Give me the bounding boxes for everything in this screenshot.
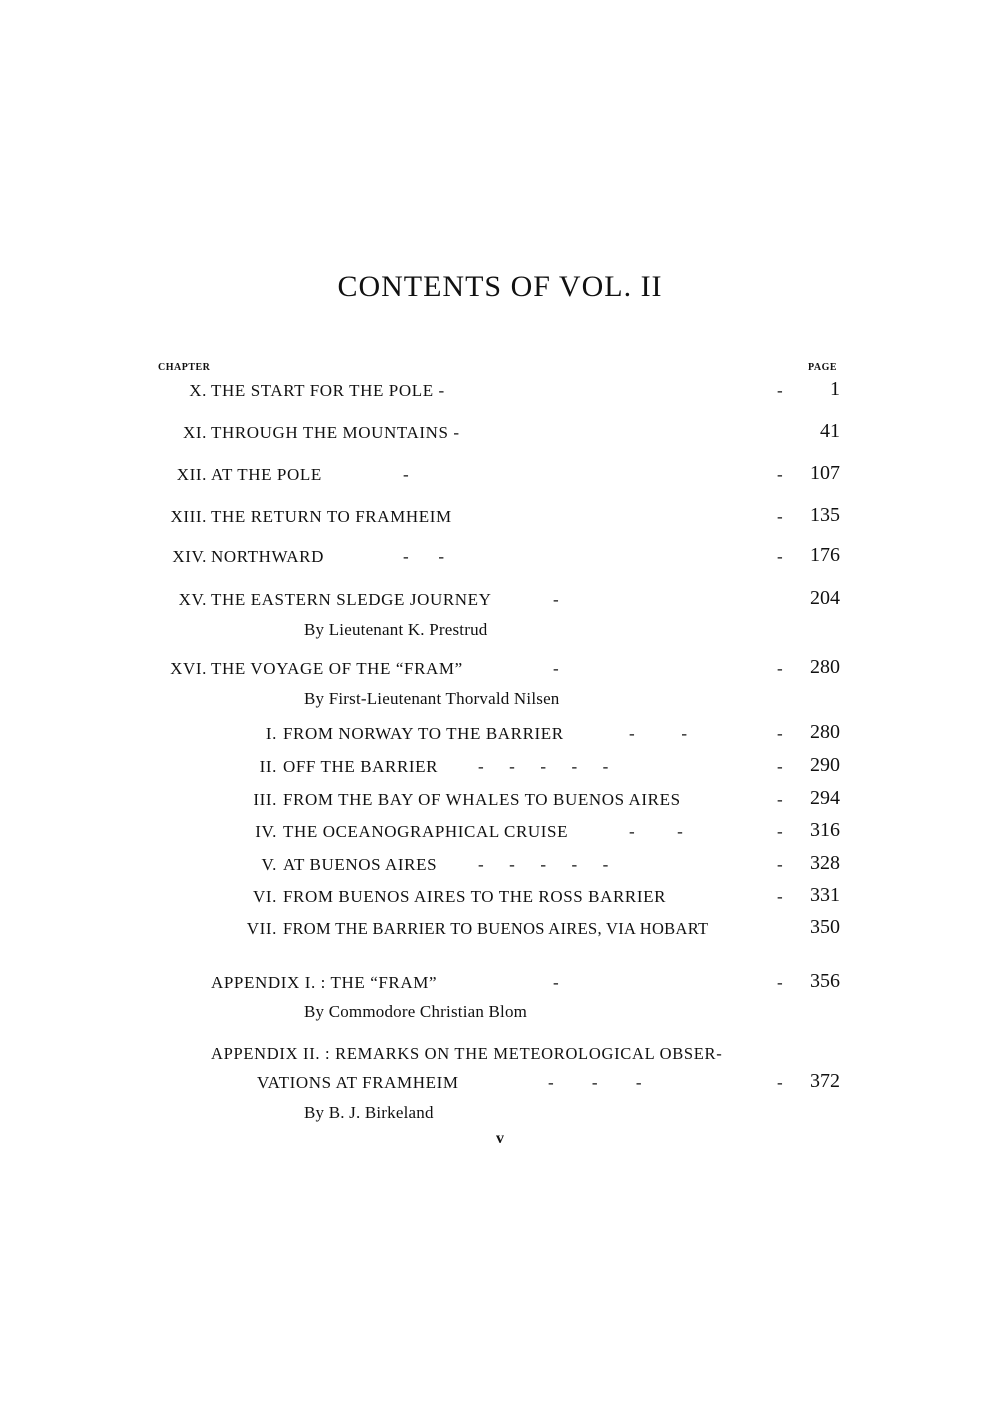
appendix-title-continued: VATIONS AT FRAMHEIM — [257, 1073, 459, 1092]
page-folio: v — [496, 1130, 504, 1147]
leader-dash: - — [553, 590, 559, 609]
page-number: 204 — [810, 587, 840, 609]
chapter-column-header: CHAPTER — [158, 362, 211, 373]
leader-dash: - — [777, 973, 783, 992]
chapter-title: NORTHWARD — [211, 547, 324, 566]
subsection-title: OFF THE BARRIER — [283, 757, 439, 776]
page-number: 41 — [820, 420, 840, 442]
author-byline: By Commodore Christian Blom — [304, 1002, 528, 1021]
leader-dash: - — [777, 790, 783, 809]
appendix-title: APPENDIX I. : THE “FRAM” — [211, 973, 438, 992]
page-number: 350 — [810, 916, 840, 938]
page-number: 280 — [810, 656, 840, 678]
page-title: CONTENTS OF VOL. II — [337, 270, 663, 303]
subsection-title: AT BUENOS AIRES — [283, 855, 438, 874]
leader-dash: - — [777, 547, 783, 566]
leader-dash: - - - — [548, 1073, 642, 1092]
subsection-numeral: I. — [265, 724, 277, 743]
page-number: 176 — [810, 544, 840, 566]
author-byline: By Lieutenant K. Prestrud — [304, 620, 488, 639]
subsection-numeral: VI. — [253, 887, 277, 906]
leader-dash: - — [777, 659, 783, 678]
page-column-header: PAGE — [808, 362, 838, 373]
leader-dash: - — [553, 973, 559, 992]
subsection-numeral: II. — [259, 757, 277, 776]
leader-dash: - — [553, 659, 559, 678]
leader-dash: - — [777, 507, 783, 526]
chapter-numeral: XIII. — [170, 507, 207, 526]
chapter-title: THE START FOR THE POLE - — [211, 381, 445, 400]
page-number: 372 — [810, 1070, 840, 1092]
leader-dash: - — [777, 465, 783, 484]
page-number: 1 — [830, 378, 840, 400]
page-number: 135 — [810, 504, 840, 526]
page-number: 331 — [810, 884, 840, 906]
leader-dash: - - — [629, 724, 688, 743]
subsection-title: FROM BUENOS AIRES TO THE ROSS BARRIER — [283, 887, 667, 906]
page-number: 328 — [810, 852, 840, 874]
chapter-title: THE VOYAGE OF THE “FRAM” — [211, 659, 463, 678]
subsection-numeral: VII. — [246, 919, 277, 938]
page-number: 294 — [810, 787, 840, 809]
subsection-numeral: V. — [261, 855, 277, 874]
leader-dash: - — [777, 1073, 783, 1092]
subsection-title: FROM NORWAY TO THE BARRIER — [283, 724, 564, 743]
subsection-title: FROM THE BARRIER TO BUENOS AIRES, VIA HOBART — [283, 919, 709, 938]
leader-dash: - — [777, 822, 783, 841]
leader-dash: - - — [403, 547, 445, 566]
leader-dash: - - - - - — [478, 855, 609, 874]
chapter-title: AT THE POLE — [211, 465, 322, 484]
page-number: 290 — [810, 754, 840, 776]
chapter-numeral: XIV. — [172, 547, 207, 566]
chapter-numeral: XI. — [183, 423, 207, 442]
leader-dash: - - - - - — [478, 757, 609, 776]
leader-dash: - — [777, 381, 783, 400]
page-number: 356 — [810, 970, 840, 992]
page-number: 316 — [810, 819, 840, 841]
subsection-numeral: III. — [253, 790, 277, 809]
chapter-numeral: XV. — [178, 590, 207, 609]
page-number: 280 — [810, 721, 840, 743]
chapter-numeral: XII. — [176, 465, 207, 484]
leader-dash: - — [777, 724, 783, 743]
chapter-title: THROUGH THE MOUNTAINS - — [211, 423, 460, 442]
subsection-title: THE OCEANOGRAPHICAL CRUISE — [283, 822, 569, 841]
leader-dash: - — [777, 855, 783, 874]
subsection-numeral: IV. — [255, 822, 277, 841]
chapter-title: THE RETURN TO FRAMHEIM — [211, 507, 452, 526]
subsection-title: FROM THE BAY OF WHALES TO BUENOS AIRES — [283, 790, 681, 809]
leader-dash: - — [403, 465, 409, 484]
appendix-title: APPENDIX II. : REMARKS ON THE METEOROLOGICAL OBSER- — [211, 1044, 723, 1063]
chapter-numeral: XVI. — [170, 659, 207, 678]
page-number: 107 — [810, 462, 840, 484]
chapter-title: THE EASTERN SLEDGE JOURNEY — [211, 590, 492, 609]
leader-dash: - - — [629, 822, 683, 841]
author-byline: By B. J. Birkeland — [304, 1103, 434, 1122]
leader-dash: - — [777, 887, 783, 906]
author-byline: By First-Lieutenant Thorvald Nilsen — [304, 689, 560, 708]
leader-dash: - — [777, 757, 783, 776]
chapter-numeral: X. — [189, 381, 207, 400]
